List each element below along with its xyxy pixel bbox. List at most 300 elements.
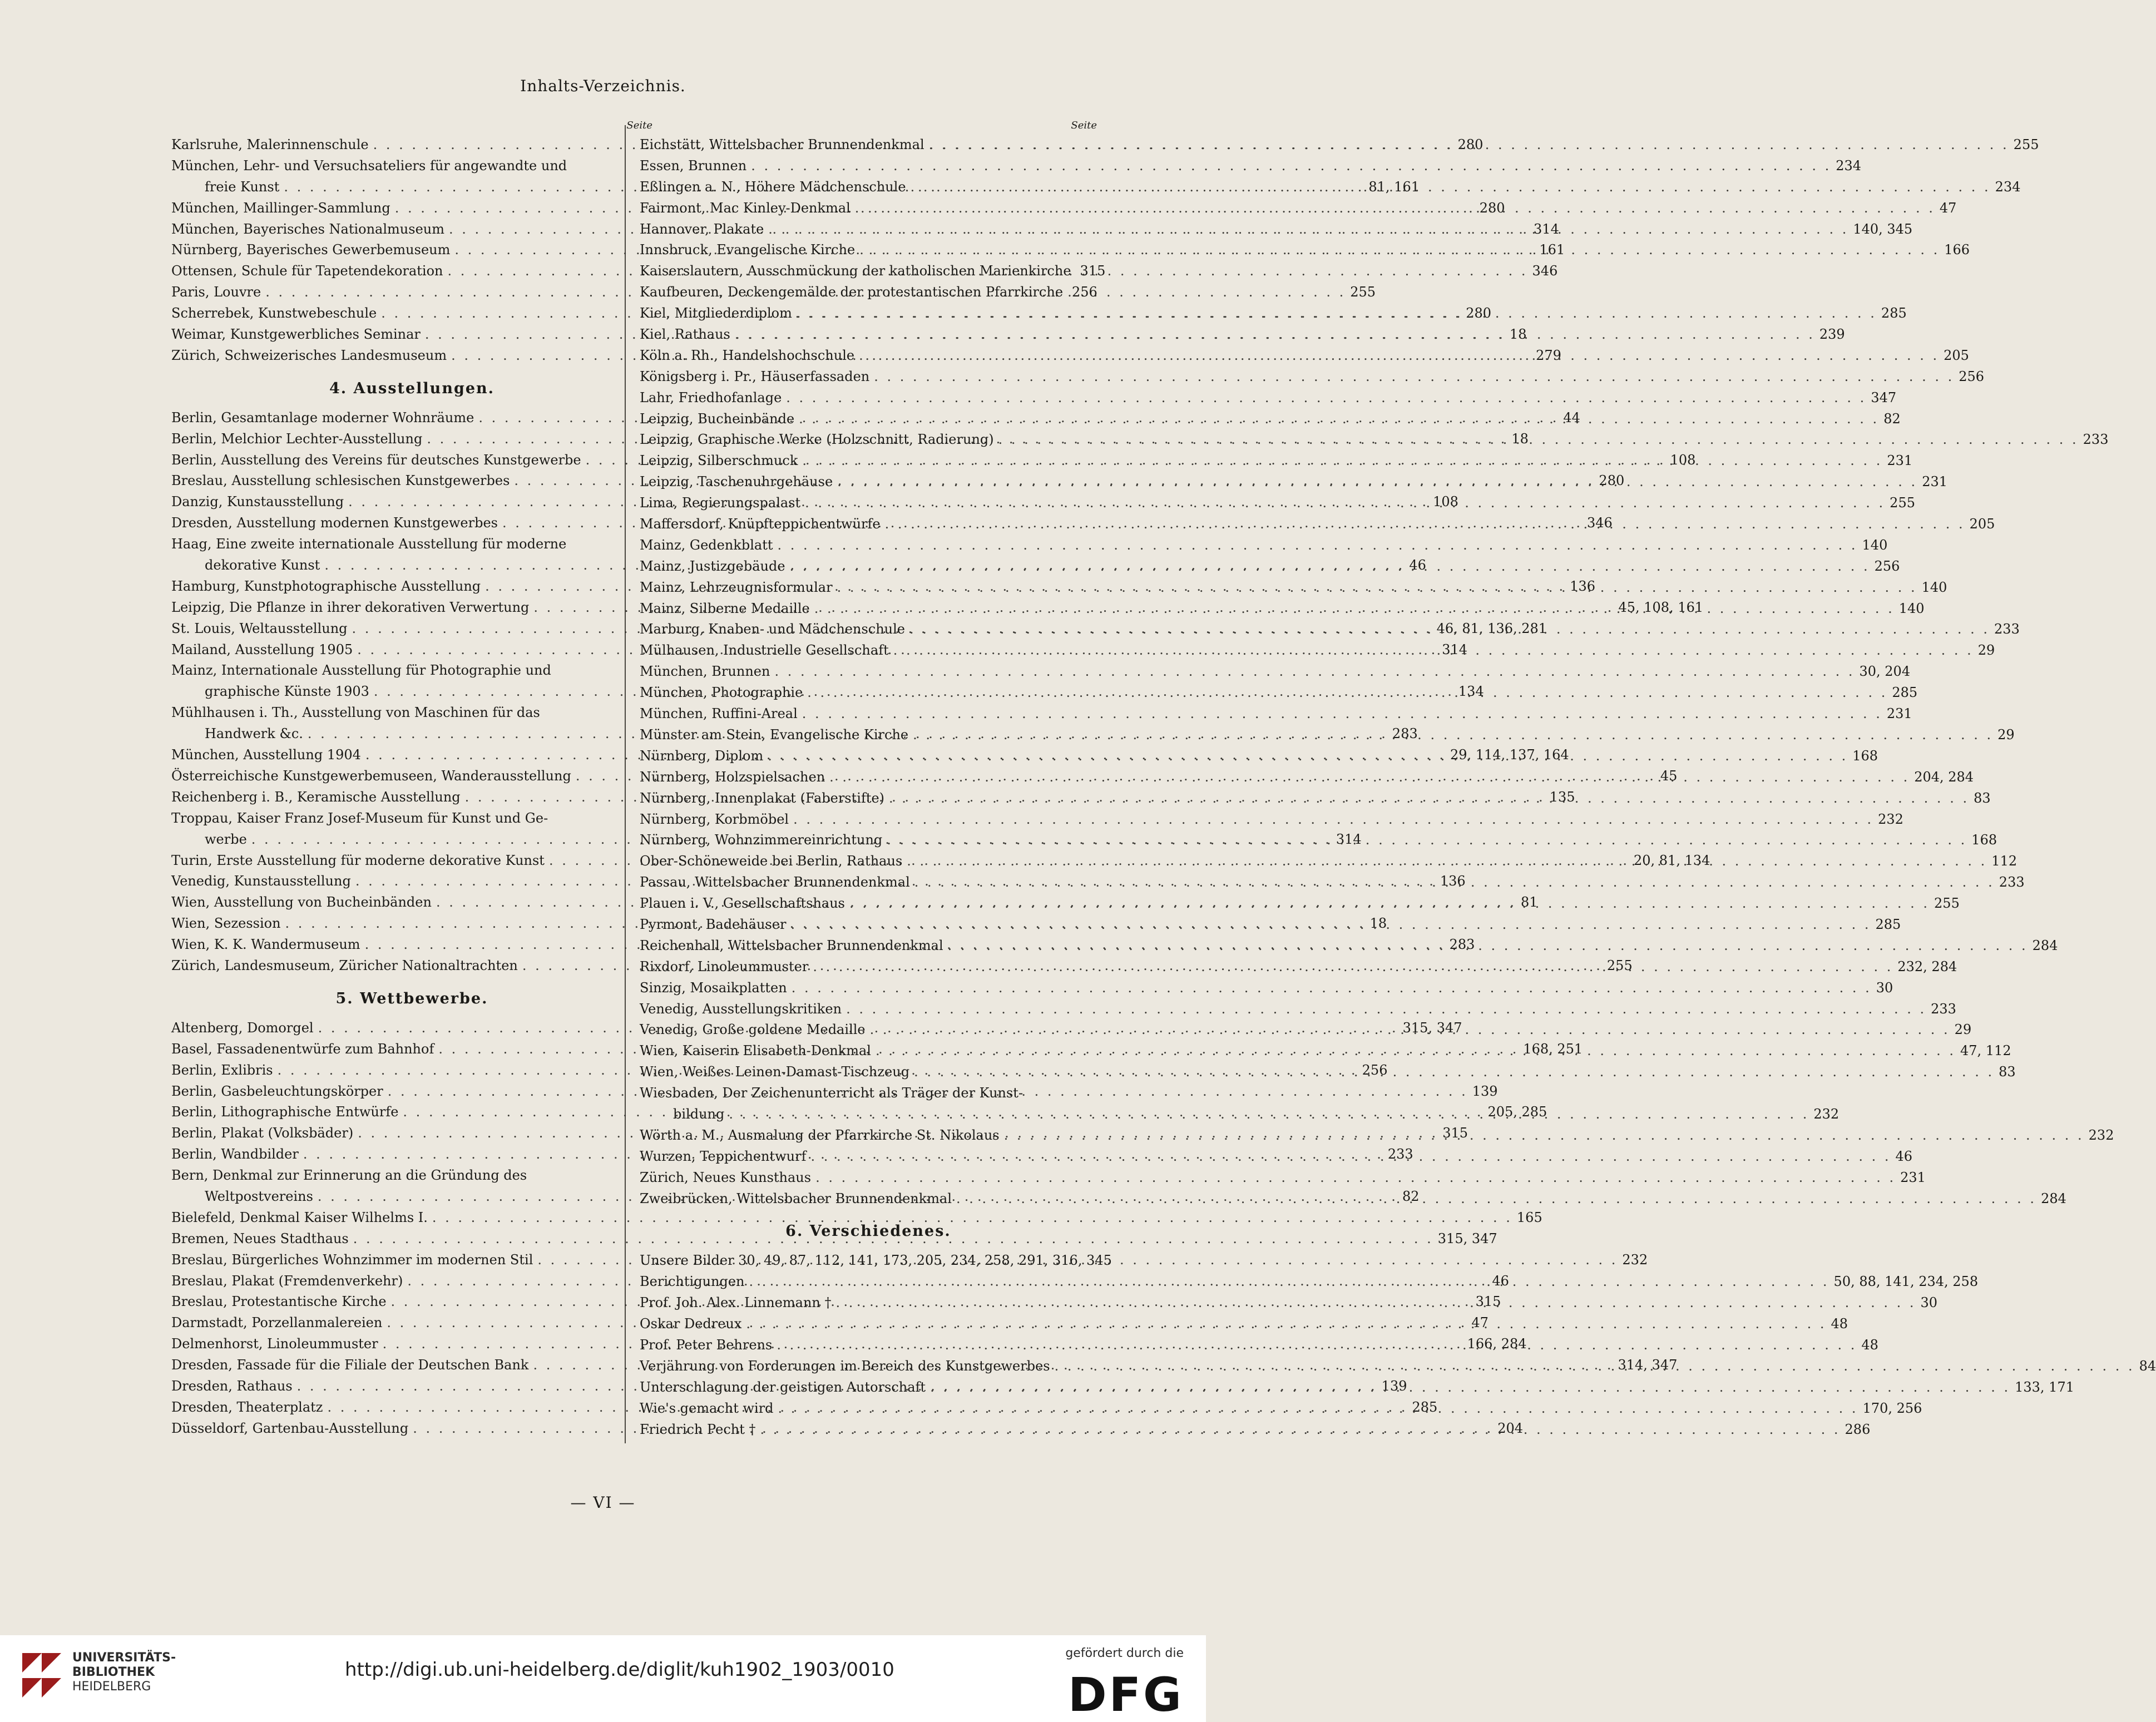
index-entry-text: Lima, Regierungspalast bbox=[640, 495, 801, 511]
index-entry-page: 346 bbox=[1587, 515, 1613, 531]
index-entry-page: 46 bbox=[1895, 1148, 1913, 1164]
index-entry-page: 205, 285 bbox=[1487, 1104, 1547, 1120]
index-entry-text: Wiesbaden, Der Zeichenunterricht als Träger der Kunst- bbox=[640, 1085, 1023, 1101]
index-entry-page: 315 bbox=[1475, 1294, 1501, 1310]
index-entry-page: 46, 81, 136, 281 bbox=[1436, 620, 1547, 636]
index-entry-text: Düsseldorf, Gartenbau-Ausstellung bbox=[171, 1420, 409, 1436]
index-entry-page: 50, 88, 141, 234, 258 bbox=[1833, 1274, 1979, 1290]
index-entry-page: 285 bbox=[1881, 305, 1907, 321]
index-entry-text: Passau, Wittelsbacher Brunnendenkmal bbox=[640, 874, 910, 890]
index-entry-page: 170, 256 bbox=[1862, 1400, 1922, 1416]
footer-bar bbox=[0, 1635, 1206, 1722]
index-entry-text: Handwerk &c. bbox=[205, 726, 303, 742]
index-entry-page: 108 bbox=[1433, 494, 1458, 510]
index-entry-text: Nürnberg, Holzspielsachen bbox=[640, 769, 825, 785]
index-entry-page: 30 bbox=[1876, 979, 1893, 996]
index-entry-page: 204, 284 bbox=[1914, 769, 1974, 785]
index-entry-text: Verjährung von Forderungen im Bereich des Kunstgewerbes bbox=[640, 1358, 1050, 1374]
index-entry-text: Turin, Erste Ausstellung für moderne dekorative Kunst bbox=[171, 852, 545, 868]
index-entry-page: 233 bbox=[1387, 1146, 1413, 1162]
dot-leader bbox=[893, 640, 1974, 661]
index-entry-text: Altenberg, Domorgel bbox=[171, 1020, 314, 1036]
dot-leader bbox=[746, 1314, 1826, 1335]
index-entry-page: 233 bbox=[1931, 1001, 1956, 1017]
index-entry-text: Berlin, Ausstellung des Vereins für deutsches Kunstgewerbe bbox=[171, 452, 581, 468]
index-entry bbox=[640, 156, 1862, 177]
dot-leader bbox=[870, 1020, 1950, 1041]
dot-leader bbox=[749, 1271, 1829, 1293]
dot-leader bbox=[914, 872, 1995, 893]
index-entry-page: 168 bbox=[1971, 832, 1997, 848]
dot-leader bbox=[929, 135, 2009, 156]
index-entry-page: 231 bbox=[1887, 453, 1913, 469]
index-entry-text: Mühlhausen i. Th., Ausstellung von Maschinen für das bbox=[171, 705, 540, 721]
index-entry-page: 280 bbox=[1466, 305, 1492, 321]
dot-leader bbox=[998, 429, 2079, 451]
index-entry-page: 315, 347 bbox=[1437, 1230, 1497, 1246]
index-entry-page: 283 bbox=[1392, 726, 1418, 742]
index-entry-text: Oskar Dedreux bbox=[640, 1316, 742, 1332]
index-entry-page: 29 bbox=[1977, 642, 1995, 659]
index-entry-page: 168, 251 bbox=[1523, 1041, 1583, 1057]
index-entry-text: Venedig, Kunstausstellung bbox=[171, 873, 351, 889]
index-entry-text: Berlin, Wandbilder bbox=[171, 1146, 299, 1162]
index-entry-text: Zürich, Neues Kunsthaus bbox=[640, 1169, 812, 1185]
index-entry-text: Rixdorf, Linoleummuster bbox=[640, 958, 809, 974]
index-entry-page: 140 bbox=[1862, 537, 1888, 553]
index-entry-page: 166, 284 bbox=[1467, 1336, 1527, 1352]
index-entry-page: 314 bbox=[1534, 221, 1559, 237]
index-entry-text: Eichstätt, Wittelsbacher Brunnendenkmal bbox=[640, 137, 924, 152]
dot-leader bbox=[778, 1398, 1858, 1419]
index-entry-page: 234 bbox=[1836, 157, 1862, 174]
dot-leader bbox=[768, 746, 1848, 767]
index-entry-text: Dresden, Theaterplatz bbox=[171, 1399, 323, 1415]
dot-leader bbox=[837, 577, 1917, 598]
index-entry-page: 47 bbox=[1939, 200, 1957, 216]
index-entry-page: 233 bbox=[2083, 432, 2109, 448]
index-entry-text: Haag, Eine zweite internationale Ausstellung für moderne bbox=[171, 536, 567, 552]
index-entry-page: 315 bbox=[1080, 263, 1106, 279]
index-entry-text: Paris, Louvre bbox=[171, 284, 261, 300]
index-entry-text: Berlin, Melchior Lechter-Ausstellung bbox=[171, 430, 423, 447]
dot-leader bbox=[802, 451, 1882, 472]
index-entry-text: Mülhausen, Industrielle Gesellschaft bbox=[640, 642, 889, 659]
index-entry-page: 256 bbox=[1874, 558, 1900, 574]
index-entry-text: Berlin, Gesamtanlage moderner Wohnräume bbox=[171, 409, 474, 425]
index-entry-text: Kiel, Rathaus bbox=[640, 326, 730, 343]
index-entry-page: 136 bbox=[1570, 578, 1595, 594]
index-entry-text: Wien, Sezession bbox=[171, 916, 281, 932]
page-header-title: Inhalts-Verzeichnis. bbox=[520, 77, 686, 95]
index-entry-text: Zürich, Schweizerisches Landesmuseum bbox=[171, 347, 447, 363]
index-entry-text: Kaufbeuren, Deckengemälde der protestantischen Pfarrkirche bbox=[640, 284, 1064, 300]
index-entry-page: 255 bbox=[1350, 284, 1376, 300]
index-entry-text: Innsbruck, Evangelische Kirche bbox=[640, 242, 856, 258]
index-entry-page: 47 bbox=[1471, 1315, 1489, 1331]
index-entry-text: Leipzig, Taschenuhrgehäuse bbox=[640, 474, 833, 490]
index-entry-text: München, Ausstellung 1904 bbox=[171, 747, 361, 763]
index-entry bbox=[640, 1250, 1112, 1271]
index-entry-text: Kaiserslautern, Ausschmückung der katholischen Marienkirche bbox=[640, 263, 1071, 279]
index-entry-text: Dresden, Ausstellung modernen Kunstgewerbes bbox=[171, 515, 498, 531]
index-entry-text: Breslau, Plakat (Fremdenverkehr) bbox=[171, 1273, 403, 1289]
index-entry-text: Dresden, Rathaus bbox=[171, 1378, 293, 1394]
index-entry-text: graphische Künste 1903 bbox=[205, 684, 369, 700]
dot-leader bbox=[807, 682, 1887, 704]
dot-leader bbox=[887, 830, 1967, 851]
index-entry-page: 255 bbox=[2013, 137, 2039, 152]
funded-by-label: gefördert durch die bbox=[1065, 1646, 1184, 1660]
index-entry-text: München, Maillinger-Sammlung bbox=[171, 200, 390, 216]
index-entry bbox=[640, 809, 1903, 830]
index-entry-text: Breslau, Ausstellung schlesischen Kunstgewerbes bbox=[171, 473, 510, 489]
index-entry-page: 134 bbox=[1458, 684, 1484, 700]
index-entry bbox=[640, 704, 1912, 725]
dot-leader bbox=[885, 514, 1965, 535]
index-entry-page: 45 bbox=[1660, 768, 1678, 784]
index-entry-page: 285 bbox=[1875, 916, 1901, 932]
dot-leader bbox=[859, 240, 1940, 261]
index-entry-text: München, Photographie bbox=[640, 685, 803, 701]
dot-leader bbox=[911, 177, 1991, 198]
dot-leader bbox=[805, 493, 1885, 514]
library-line-1: UNIVERSITÄTS- bbox=[72, 1651, 176, 1665]
index-entry-page: 239 bbox=[1819, 326, 1845, 343]
index-entry-page: 315, 347 bbox=[1402, 1020, 1462, 1036]
index-entry-text: Venedig, Ausstellungskritiken bbox=[640, 1001, 842, 1017]
index-entry-page: 18 bbox=[1511, 430, 1529, 447]
index-entry-page: 81 bbox=[1520, 894, 1538, 911]
index-entry-text: Marburg, Knaben- und Mädchenschule bbox=[640, 621, 905, 637]
index-entry-text: Delmenhorst, Linoleummuster bbox=[171, 1336, 378, 1352]
index-entry-text: Karlsruhe, Malerinnenschule bbox=[171, 137, 369, 152]
index-entry-text: Berlin, Lithographische Entwürfe bbox=[171, 1104, 399, 1120]
index-entry bbox=[640, 282, 1097, 303]
index-entry-page: 231 bbox=[1922, 474, 1947, 490]
dot-leader bbox=[799, 409, 1879, 430]
index-entry-page: 256 bbox=[1959, 368, 1985, 384]
index-entry-page: 255 bbox=[1890, 495, 1915, 511]
index-entry-text: Darmstadt, Porzellanmalereien bbox=[171, 1315, 383, 1331]
index-entry-text: Lahr, Friedhofanlage bbox=[640, 389, 782, 405]
index-entry-text: Österreichische Kunstgewerbemuseen, Wanderausstellung bbox=[171, 768, 571, 784]
index-entry bbox=[640, 367, 1985, 388]
index-entry-text: Fairmont, Mac Kinley-Denkmal bbox=[640, 200, 850, 216]
dot-leader bbox=[768, 219, 1848, 240]
dot-leader bbox=[835, 1293, 1916, 1314]
index-entry-page: 280 bbox=[1479, 200, 1505, 216]
index-entry-text: Ober-Schöneweide bei Berlin, Rathaus bbox=[640, 853, 903, 869]
index-entry-text: Kiel, Mitgliederdiplom bbox=[640, 305, 792, 321]
index-entry-text: Wie's gemacht wird bbox=[640, 1400, 774, 1416]
dot-leader bbox=[846, 999, 1926, 1020]
index-entry-text: freie Kunst bbox=[205, 179, 280, 195]
dot-leader bbox=[948, 936, 2028, 957]
index-entry-page: 233 bbox=[1999, 874, 2025, 890]
index-entry-text: Bremen, Neues Stadthaus bbox=[171, 1230, 349, 1246]
index-entry-text: Zürich, Landesmuseum, Züricher Nationaltrachten bbox=[171, 957, 518, 973]
index-entry-text: Berlin, Plakat (Volksbäder) bbox=[171, 1125, 354, 1141]
index-entry-page: 83 bbox=[1974, 790, 1991, 806]
index-entry-page: 233 bbox=[1994, 621, 2020, 637]
dot-leader bbox=[876, 1041, 1956, 1062]
index-entry-page: 204 bbox=[1497, 1420, 1524, 1436]
dot-leader bbox=[797, 303, 1877, 324]
index-entry-page: 231 bbox=[1886, 706, 1912, 722]
dot-leader bbox=[760, 1419, 1841, 1441]
index-entry-text: Basel, Fassadenentwürfe zum Bahnhof bbox=[171, 1041, 434, 1057]
index-entry-page: 47, 112 bbox=[1960, 1043, 2011, 1059]
index-entry-page: 112 bbox=[1991, 853, 2017, 869]
dot-leader bbox=[874, 367, 1954, 388]
index-entry-text: Reichenhall, Wittelsbacher Brunnendenkmal bbox=[640, 937, 943, 953]
index-entry-page: 29, 114, 137, 164 bbox=[1450, 747, 1569, 763]
index-entry bbox=[640, 388, 1897, 409]
section-heading-wettbewerbe: 5. Wettbewerbe. bbox=[335, 989, 488, 1007]
dot-leader bbox=[802, 704, 1882, 725]
index-entry bbox=[171, 156, 652, 177]
dot-leader bbox=[889, 788, 1969, 809]
index-entry bbox=[640, 999, 1956, 1020]
library-line-3: HEIDELBERG bbox=[72, 1680, 151, 1694]
index-entry-text: Berichtigungen bbox=[640, 1274, 745, 1290]
index-entry-text: Leipzig, Graphische Werke (Holzschnitt, Radierung) bbox=[640, 432, 994, 448]
dot-leader bbox=[909, 619, 1990, 640]
section-heading-verschiedenes: 6. Verschiedenes. bbox=[785, 1223, 951, 1240]
index-entry-text: München, Lehr- und Versuchsateliers für angewandte und bbox=[171, 157, 567, 174]
index-entry-page: 48 bbox=[1861, 1337, 1878, 1353]
library-logo-icon bbox=[17, 1647, 67, 1703]
dot-leader bbox=[930, 1377, 2010, 1398]
dot-leader bbox=[907, 851, 1987, 872]
index-entry-text: Berlin, Exlibris bbox=[171, 1062, 273, 1078]
index-entry-page: 232, 284 bbox=[1897, 958, 1957, 974]
index-entry-text: München, Brunnen bbox=[640, 664, 770, 680]
index-entry-page: 314 bbox=[1336, 831, 1362, 847]
index-entry-text: Breslau, Bürgerliches Wohnzimmer im modernen Stil bbox=[171, 1251, 533, 1268]
dot-leader bbox=[813, 957, 1893, 978]
index-entry bbox=[171, 808, 652, 829]
index-entry-text: Wien, Ausstellung von Bucheinbänden bbox=[171, 894, 432, 911]
dot-leader bbox=[793, 809, 1873, 830]
dot-leader bbox=[849, 893, 1930, 914]
index-entry-page: 46 bbox=[1409, 557, 1426, 573]
dot-leader bbox=[814, 598, 1895, 620]
index-entry-page: 139 bbox=[1381, 1378, 1407, 1394]
index-entry-text: Wien, Kaiserin Elisabeth-Denkmal bbox=[640, 1043, 871, 1059]
index-entry-page: 285 bbox=[1892, 685, 1918, 701]
index-entry-page: 44 bbox=[1563, 409, 1580, 425]
index-entry-page: 234 bbox=[1995, 179, 2021, 195]
dot-leader bbox=[914, 1062, 1994, 1083]
index-entry-text: Leipzig, Die Pflanze in ihrer dekorativen Verwertung bbox=[171, 599, 530, 615]
index-entry-page: 255 bbox=[1934, 895, 1960, 912]
index-entry-page: 168 bbox=[1852, 748, 1878, 764]
index-entry-text: St. Louis, Weltausstellung bbox=[171, 620, 348, 636]
index-entry-page: 46 bbox=[1492, 1273, 1509, 1289]
index-entry bbox=[640, 535, 1888, 556]
index-entry-text: Münster am Stein, Evangelische Kirche bbox=[640, 726, 909, 743]
index-entry-page: 314, 347 bbox=[1618, 1357, 1678, 1373]
index-entry bbox=[640, 1167, 1926, 1189]
index-entry-page: 346 bbox=[1532, 263, 1558, 279]
dot-leader bbox=[956, 1189, 2036, 1210]
index-entry-text: dekorative Kunst bbox=[205, 557, 320, 573]
index-entry-text: Leipzig, Bucheinbände bbox=[640, 410, 795, 427]
index-entry-text: Nürnberg, Korbmöbel bbox=[640, 811, 789, 827]
index-entry-page: 280 bbox=[1599, 473, 1625, 489]
index-entry-text: München, Ruffini-Areal bbox=[640, 706, 798, 722]
index-entry-page: 256 bbox=[1072, 284, 1097, 300]
index-entry-page: 48 bbox=[1831, 1316, 1848, 1332]
index-entry-page: 232 bbox=[1622, 1251, 1648, 1268]
dot-leader bbox=[837, 472, 1917, 493]
index-entry-text: Nürnberg, Diplom bbox=[640, 748, 764, 764]
index-entry-page: 286 bbox=[1845, 1421, 1871, 1437]
index-entry-text: Eßlingen a. N., Höhere Mädchenschule bbox=[640, 179, 906, 195]
index-entry-text: Friedrich Pecht † bbox=[640, 1421, 756, 1437]
index-entry-text: Breslau, Protestantische Kirche bbox=[171, 1294, 387, 1310]
library-name bbox=[72, 1651, 176, 1694]
index-entry-page: 232 bbox=[2088, 1127, 2114, 1143]
index-entry-text: Berlin, Gasbeleuchtungskörper bbox=[171, 1083, 383, 1099]
dot-leader bbox=[1004, 1125, 2084, 1146]
index-entry-text: Reichenberg i. B., Keramische Ausstellung bbox=[171, 789, 461, 805]
index-entry-text: Mainz, Internationale Ausstellung für Photographie und bbox=[171, 662, 551, 679]
seite-label-right: Seite bbox=[1071, 120, 1097, 131]
index-entry-text: Wien, Weißes Leinen-Damast-Tischzeug bbox=[640, 1064, 910, 1080]
index-entry-text: bildung bbox=[673, 1106, 725, 1122]
index-entry-text: Königsberg i. Pr., Häuserfassaden bbox=[640, 368, 870, 384]
index-entry-text: Wurzen, Teppichentwurf bbox=[640, 1148, 807, 1164]
index-entry-page: 82 bbox=[1883, 410, 1901, 427]
index-entry-text: Dresden, Fassade für die Filiale der Deutschen Bank bbox=[171, 1357, 529, 1373]
index-entry-text: Nürnberg, Innenplakat (Faberstifte) bbox=[640, 790, 885, 806]
index-entry-text: München, Bayerisches Nationalmuseum bbox=[171, 221, 444, 237]
index-entry bbox=[640, 1083, 1097, 1104]
index-entry-page: 347 bbox=[1871, 389, 1897, 405]
index-entry-page: 18 bbox=[1509, 326, 1527, 343]
index-entry-page: 205 bbox=[1969, 516, 1995, 532]
dot-leader bbox=[774, 661, 1855, 682]
index-entry-text: Mainz, Silberne Medaille bbox=[640, 600, 810, 616]
index-entry-text: Weltpostvereins bbox=[205, 1188, 313, 1204]
index-entry-text: Bern, Denkmal zur Erinnerung an die Gründung des bbox=[171, 1167, 527, 1184]
index-entry-page: 84 bbox=[2139, 1358, 2156, 1374]
index-entry-text: Ottensen, Schule für Tapetendekoration bbox=[171, 263, 443, 279]
index-entry-page: 284 bbox=[2032, 937, 2058, 953]
index-entry-page: 81, 161 bbox=[1368, 179, 1420, 195]
index-entry-text: Prof. Peter Behrens bbox=[640, 1337, 773, 1353]
index-entry-text: Maffersdorf, Knüpfteppichentwürfe bbox=[640, 516, 881, 532]
index-entry-page: 18 bbox=[1369, 916, 1387, 932]
index-entry-text: Venedig, Große goldene Medaille bbox=[640, 1022, 866, 1038]
dot-leader bbox=[859, 345, 1939, 367]
dot-leader bbox=[735, 324, 1815, 345]
index-entry-page: 45, 108, 161 bbox=[1618, 599, 1704, 615]
index-entry-page: 283 bbox=[1449, 937, 1475, 953]
index-entry-text: Unsere Bilder 30, 49, 87, 112, 141, 173, 205, 234, 258, 291, 316, 345 bbox=[640, 1253, 1112, 1269]
index-entry-text: Mainz, Gedenkblatt bbox=[640, 537, 773, 553]
index-entry-text: Unterschlagung der geistigen Autorschaft bbox=[640, 1379, 926, 1395]
index-entry-page: 315 bbox=[1442, 1125, 1468, 1141]
index-entry-text: werbe bbox=[205, 831, 247, 847]
index-entry-text: Prof. Joh. Alex. Linnemann † bbox=[640, 1295, 832, 1311]
index-entry-page: 108 bbox=[1670, 452, 1696, 468]
dot-leader bbox=[1055, 1356, 2135, 1377]
index-entry-page: 205 bbox=[1944, 347, 1969, 363]
index-entry-text: Sinzig, Mosaikplatten bbox=[640, 979, 787, 996]
index-entry bbox=[640, 261, 1106, 282]
index-entry-text: Scherrebek, Kunstwebeschule bbox=[171, 305, 377, 321]
index-entry-text: Wörth a. M., Ausmalung der Pfarrkirche St. Nikolaus bbox=[640, 1127, 1000, 1143]
index-entry-page: 140, 345 bbox=[1853, 221, 1913, 237]
index-entry-page: 279 bbox=[1536, 347, 1561, 363]
index-entry-page: 135 bbox=[1549, 789, 1575, 805]
index-entry-text: Hannover, Plakate bbox=[640, 221, 764, 237]
index-entry-text: Weimar, Kunstgewerbliches Seminar bbox=[171, 326, 421, 343]
dot-leader bbox=[778, 535, 1858, 556]
dot-leader bbox=[729, 1104, 1809, 1125]
index-entry-page: 285 bbox=[1412, 1399, 1438, 1415]
index-entry-text: Bielefeld, Denkmal Kaiser Wilhelms I. bbox=[171, 1209, 428, 1225]
dot-leader bbox=[786, 388, 1866, 409]
index-entry-page: 140 bbox=[1921, 579, 1947, 595]
index-entry-text: Essen, Brunnen bbox=[640, 157, 747, 174]
index-entry-text: Pyrmont, Badehäuser bbox=[640, 916, 787, 932]
index-entry-page: 256 bbox=[1362, 1062, 1388, 1078]
index-entry-page: 284 bbox=[2041, 1190, 2066, 1206]
index-entry-page: 232 bbox=[1813, 1106, 1839, 1122]
index-entry-text: Mailand, Ausstellung 1905 bbox=[171, 641, 353, 657]
index-entry-text: Plauen i. V., Gesellschaftshaus bbox=[640, 895, 845, 912]
index-entry-text: Troppau, Kaiser Franz Josef-Museum für Kunst und Ge- bbox=[171, 810, 548, 826]
dot-leader bbox=[777, 1335, 1857, 1356]
index-entry-page: 232 bbox=[1878, 811, 1903, 827]
index-entry-page: 29 bbox=[1997, 726, 2015, 743]
index-entry-page: 140 bbox=[1898, 600, 1925, 616]
index-entry-page: 20, 81, 134 bbox=[1633, 852, 1710, 868]
index-entry-text: Köln a. Rh., Handelshochschule bbox=[640, 347, 855, 363]
index-entry-text: Nürnberg, Bayerisches Gewerbemuseum bbox=[171, 242, 451, 258]
index-entry-page: 133, 171 bbox=[2015, 1379, 2074, 1395]
dot-leader bbox=[751, 156, 1831, 177]
dot-leader bbox=[855, 198, 1935, 219]
library-line-2: BIBLIOTHEK bbox=[72, 1665, 155, 1679]
index-entry-page: 83 bbox=[1999, 1064, 2016, 1080]
index-entry-page: 231 bbox=[1900, 1169, 1926, 1185]
index-entry-text: Hamburg, Kunstphotographische Ausstellung bbox=[171, 578, 481, 594]
index-entry-page: 82 bbox=[1402, 1188, 1420, 1204]
index-entry-page: 255 bbox=[1606, 957, 1633, 973]
index-entry-text: Leipzig, Silberschmuck bbox=[640, 453, 798, 469]
dot-leader bbox=[792, 978, 1872, 999]
index-entry-page: 139 bbox=[1472, 1083, 1498, 1099]
section-heading-ausstellungen: 4. Ausstellungen. bbox=[329, 379, 495, 397]
source-url-link[interactable]: http://digi.ub.uni-heidelberg.de/diglit/kuh1902_1903/0010 bbox=[345, 1659, 894, 1681]
index-entry-text: Mainz, Lehrzeugnisformular bbox=[640, 579, 833, 595]
dfg-logo: DFG bbox=[1067, 1667, 1184, 1722]
dot-leader bbox=[829, 767, 1910, 788]
dot-leader bbox=[790, 556, 1870, 577]
index-entry-page: 29 bbox=[1954, 1022, 1972, 1038]
index-entry bbox=[171, 1165, 652, 1186]
index-entry bbox=[640, 978, 1893, 999]
index-entry-page: 280 bbox=[1457, 137, 1484, 152]
index-entry-page: 30 bbox=[1920, 1295, 1938, 1311]
index-entry-page: 161 bbox=[1539, 242, 1565, 258]
